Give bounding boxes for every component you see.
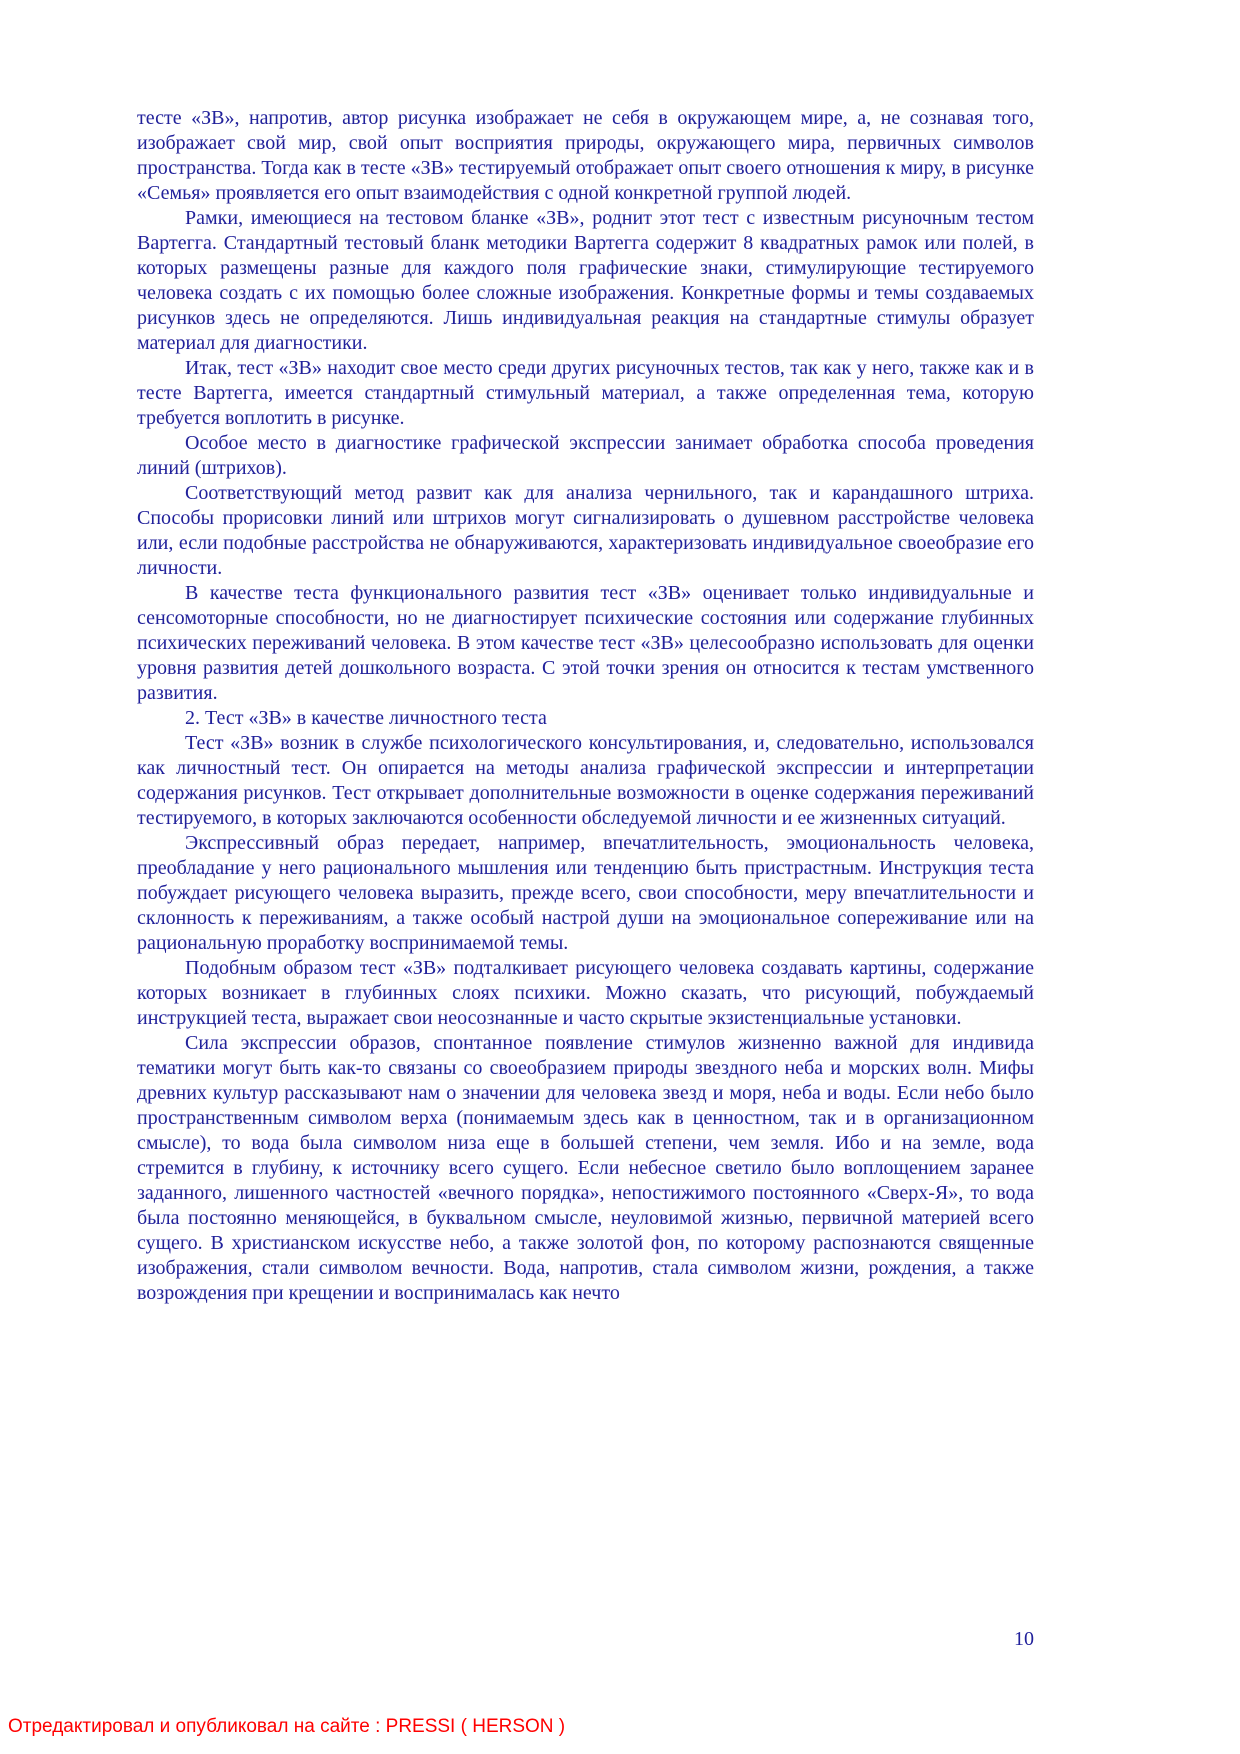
page-number: 10 [1014, 1628, 1034, 1650]
text-block [137, 106, 1034, 1306]
paragraph: Рамки, имеющиеся на тестовом бланке «ЗВ», роднит этот тест с известным рисуночным тестом Вартегга. Стандартный тестовый бланк методики Вартегга содержит 8 квадратных рамок или полей, в которых размещены разные для каждого поля графические знаки, стимулирующие тестируемого человека создать с их помощью более сложные изображения. Конкретные формы и темы создаваемых рисунков здесь не определяются. Лишь индивидуальная реакция на стандартные стимулы образует материал для диагностики. [137, 207, 1034, 354]
section-heading: 2. Тест «ЗВ» в качестве личностного теста [185, 707, 547, 729]
paragraph: Итак, тест «ЗВ» находит свое место среди других рисуночных тестов, так как у него, также как и в тесте Вартегга, имеется стандартный стимульный материал, а также определенная тема, которую требуется воплотить в рисунке. [137, 357, 1034, 429]
paragraph: Соответствующий метод развит как для анализа чернильного, так и карандашного штриха. Способы прорисовки линий или штрихов могут сигнализировать о душевном расстройстве человека или, если подобные расстройства не обнаруживаются, характеризовать индивидуальное своеобразие его личности. [137, 482, 1034, 579]
paragraph: тесте «ЗВ», напротив, автор рисунка изображает не себя в окружающем мире, а, не сознавая того, изображает свой мир, свой опыт восприятия природы, окружающего мира, первичных символов пространства. Тогда как в тесте «ЗВ» тестируемый отображает опыт своего отношения к миру, в рисунке «Семья» проявляется его опыт взаимодействия с одной конкретной группой людей. [137, 107, 1034, 204]
paragraph: Особое место в диагностике графической экспрессии занимает обработка способа проведения линий (штрихов). [137, 432, 1034, 479]
paragraph: Экспрессивный образ передает, например, впечатлительность, эмоциональность человека, преобладание у него рационального мышления или тенденцию быть пристрастным. Инструкция теста побуждает рисующего человека выразить, прежде всего, свои способности, меру впечатлительности и склонность к переживаниям, а также особый настрой души на эмоциональное сопереживание или на рациональную проработку воспринимаемой темы. [137, 832, 1034, 954]
paragraph: Подобным образом тест «ЗВ» подталкивает рисующего человека создавать картины, содержание которых возникает в глубинных слоях психики. Можно сказать, что рисующий, побуждаемый инструкцией теста, выражает свои неосознанные и часто скрытые экзистенциальные установки. [137, 957, 1034, 1029]
paragraph: Сила экспрессии образов, спонтанное появление стимулов жизненно важной для индивида тематики могут быть как-то связаны со своеобразием природы звездного неба и морских волн. Мифы древних культур рассказывают нам о значении для человека звезд и моря, неба и воды. Если небо было пространственным символом верха (понимаемым здесь как в ценностном, так и в организационном смысле), то вода была символом низа еще в большей степени, чем земля. Ибо и на земле, вода стремится в глубину, к источнику всего сущего. Если небесное светило было воплощением заранее заданного, лишенного частностей «вечного порядка», непостижимого постоянного «Сверх-Я», то вода была постоянно меняющейся, в буквальном смысле, неуловимой жизнью, первичной материей всего сущего. В христианском искусстве небо, а также золотой фон, по которому распознаются священные изображения, стали символом вечности. Вода, напротив, стала символом жизни, рождения, а также возрождения при крещении и воспринималась как нечто [137, 1032, 1034, 1304]
paragraph: В качестве теста функционального развития тест «ЗВ» оценивает только индивидуальные и сенсомоторные способности, но не диагностирует психические состояния или содержание глубинных психических переживаний человека. В этом качестве тест «ЗВ» целесообразно использовать для оценки уровня развития детей дошкольного возраста. С этой точки зрения он относится к тестам умственного развития. [137, 582, 1034, 704]
paragraph: Тест «ЗВ» возник в службе психологического консультирования, и, следовательно, использовался как личностный тест. Он опирается на методы анализа графической экспрессии и интерпретации содержания рисунков. Тест открывает дополнительные возможности в оценке содержания переживаний тестируемого, в которых заключаются особенности обследуемой личности и ее жизненных ситуаций. [137, 732, 1034, 829]
editor-footer-note: Отредактировал и опубликовал на сайте : PRESSI ( HERSON ) [8, 1716, 566, 1737]
